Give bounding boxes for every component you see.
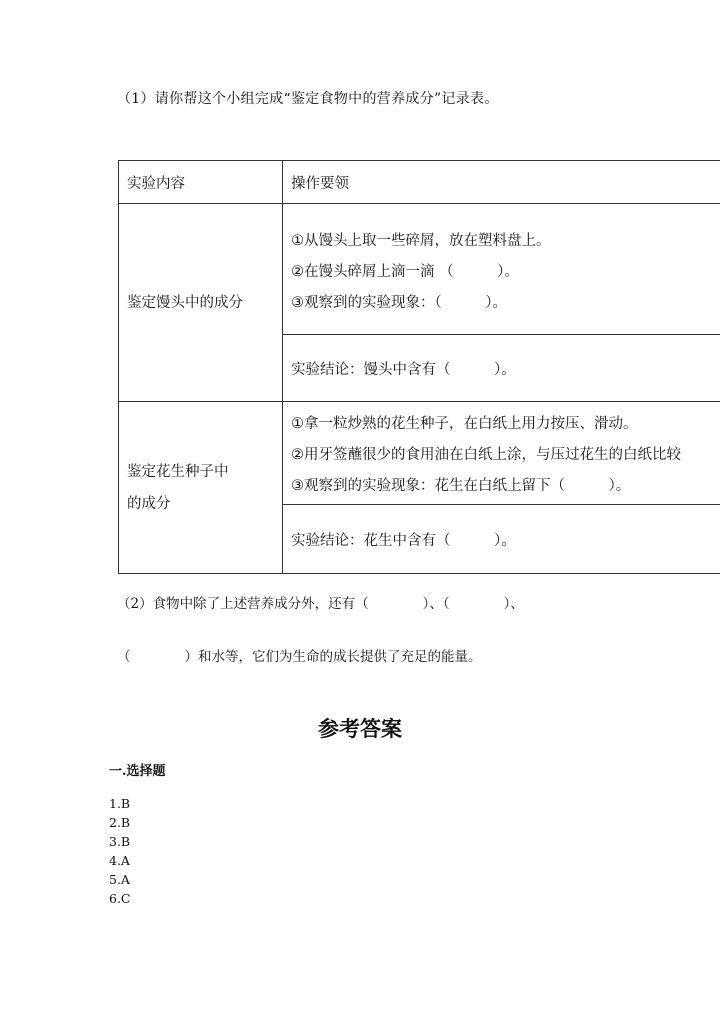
table-row: [119, 402, 720, 505]
row2-step-3: ③观察到的实验现象：花生在白纸上留下（ ）。: [291, 477, 631, 494]
answer-item: 1.B: [109, 796, 131, 811]
row1-step-2: ②在馒头碎屑上滴一滴 （ ）。: [291, 263, 519, 280]
row2-content-line-1: 鉴定花生种子中: [127, 463, 229, 480]
row2-conclusion: 实验结论：花生中含有（ ）。: [283, 505, 720, 574]
row2-content-line-2: 的成分: [127, 495, 171, 512]
question-2-line-1: （2）食物中除了上述营养成分外，还有（ ）、（ ）、: [117, 596, 524, 612]
answer-item: 5.A: [109, 872, 130, 887]
answer-list: [109, 794, 131, 908]
record-table: [118, 160, 720, 574]
row1-content-line: 鉴定馒头中的成分: [127, 294, 243, 311]
header-content: 实验内容: [119, 161, 283, 204]
row1-step-1: ①从馒头上取一些碎屑，放在塑料盘上。: [291, 232, 551, 249]
row2-content: [119, 402, 283, 574]
question-2-line-2: （ ）和水等，它们为生命的成长提供了充足的能量。: [117, 649, 482, 665]
answer-item: 4.A: [109, 853, 130, 868]
answer-key-title: 参考答案: [318, 716, 402, 741]
question-1-prompt: （1）请你帮这个小组完成“鉴定食物中的营养成分”记录表。: [117, 91, 499, 107]
row1-conclusion: 实验结论：馒头中含有（ ）。: [283, 335, 720, 402]
row1-step-3: ③观察到的实验现象：（ ）。: [291, 294, 507, 311]
table-row: [119, 204, 720, 335]
answer-item: 2.B: [109, 815, 131, 830]
row1-content: [119, 204, 283, 402]
header-steps: 操作要领: [283, 161, 720, 204]
answer-item: 3.B: [109, 834, 131, 849]
answer-section-heading: 一.选择题: [109, 764, 166, 779]
row2-step-2: ②用牙签蘸很少的食用油在白纸上涂，与压过花生的白纸比较: [291, 446, 681, 463]
row2-step-1: ①拿一粒炒熟的花生种子，在白纸上用力按压、滑动。: [291, 415, 638, 432]
row2-steps: [283, 402, 720, 505]
table-header-row: [119, 161, 720, 204]
answer-item: 6.C: [109, 891, 131, 906]
row1-steps: [283, 204, 720, 335]
